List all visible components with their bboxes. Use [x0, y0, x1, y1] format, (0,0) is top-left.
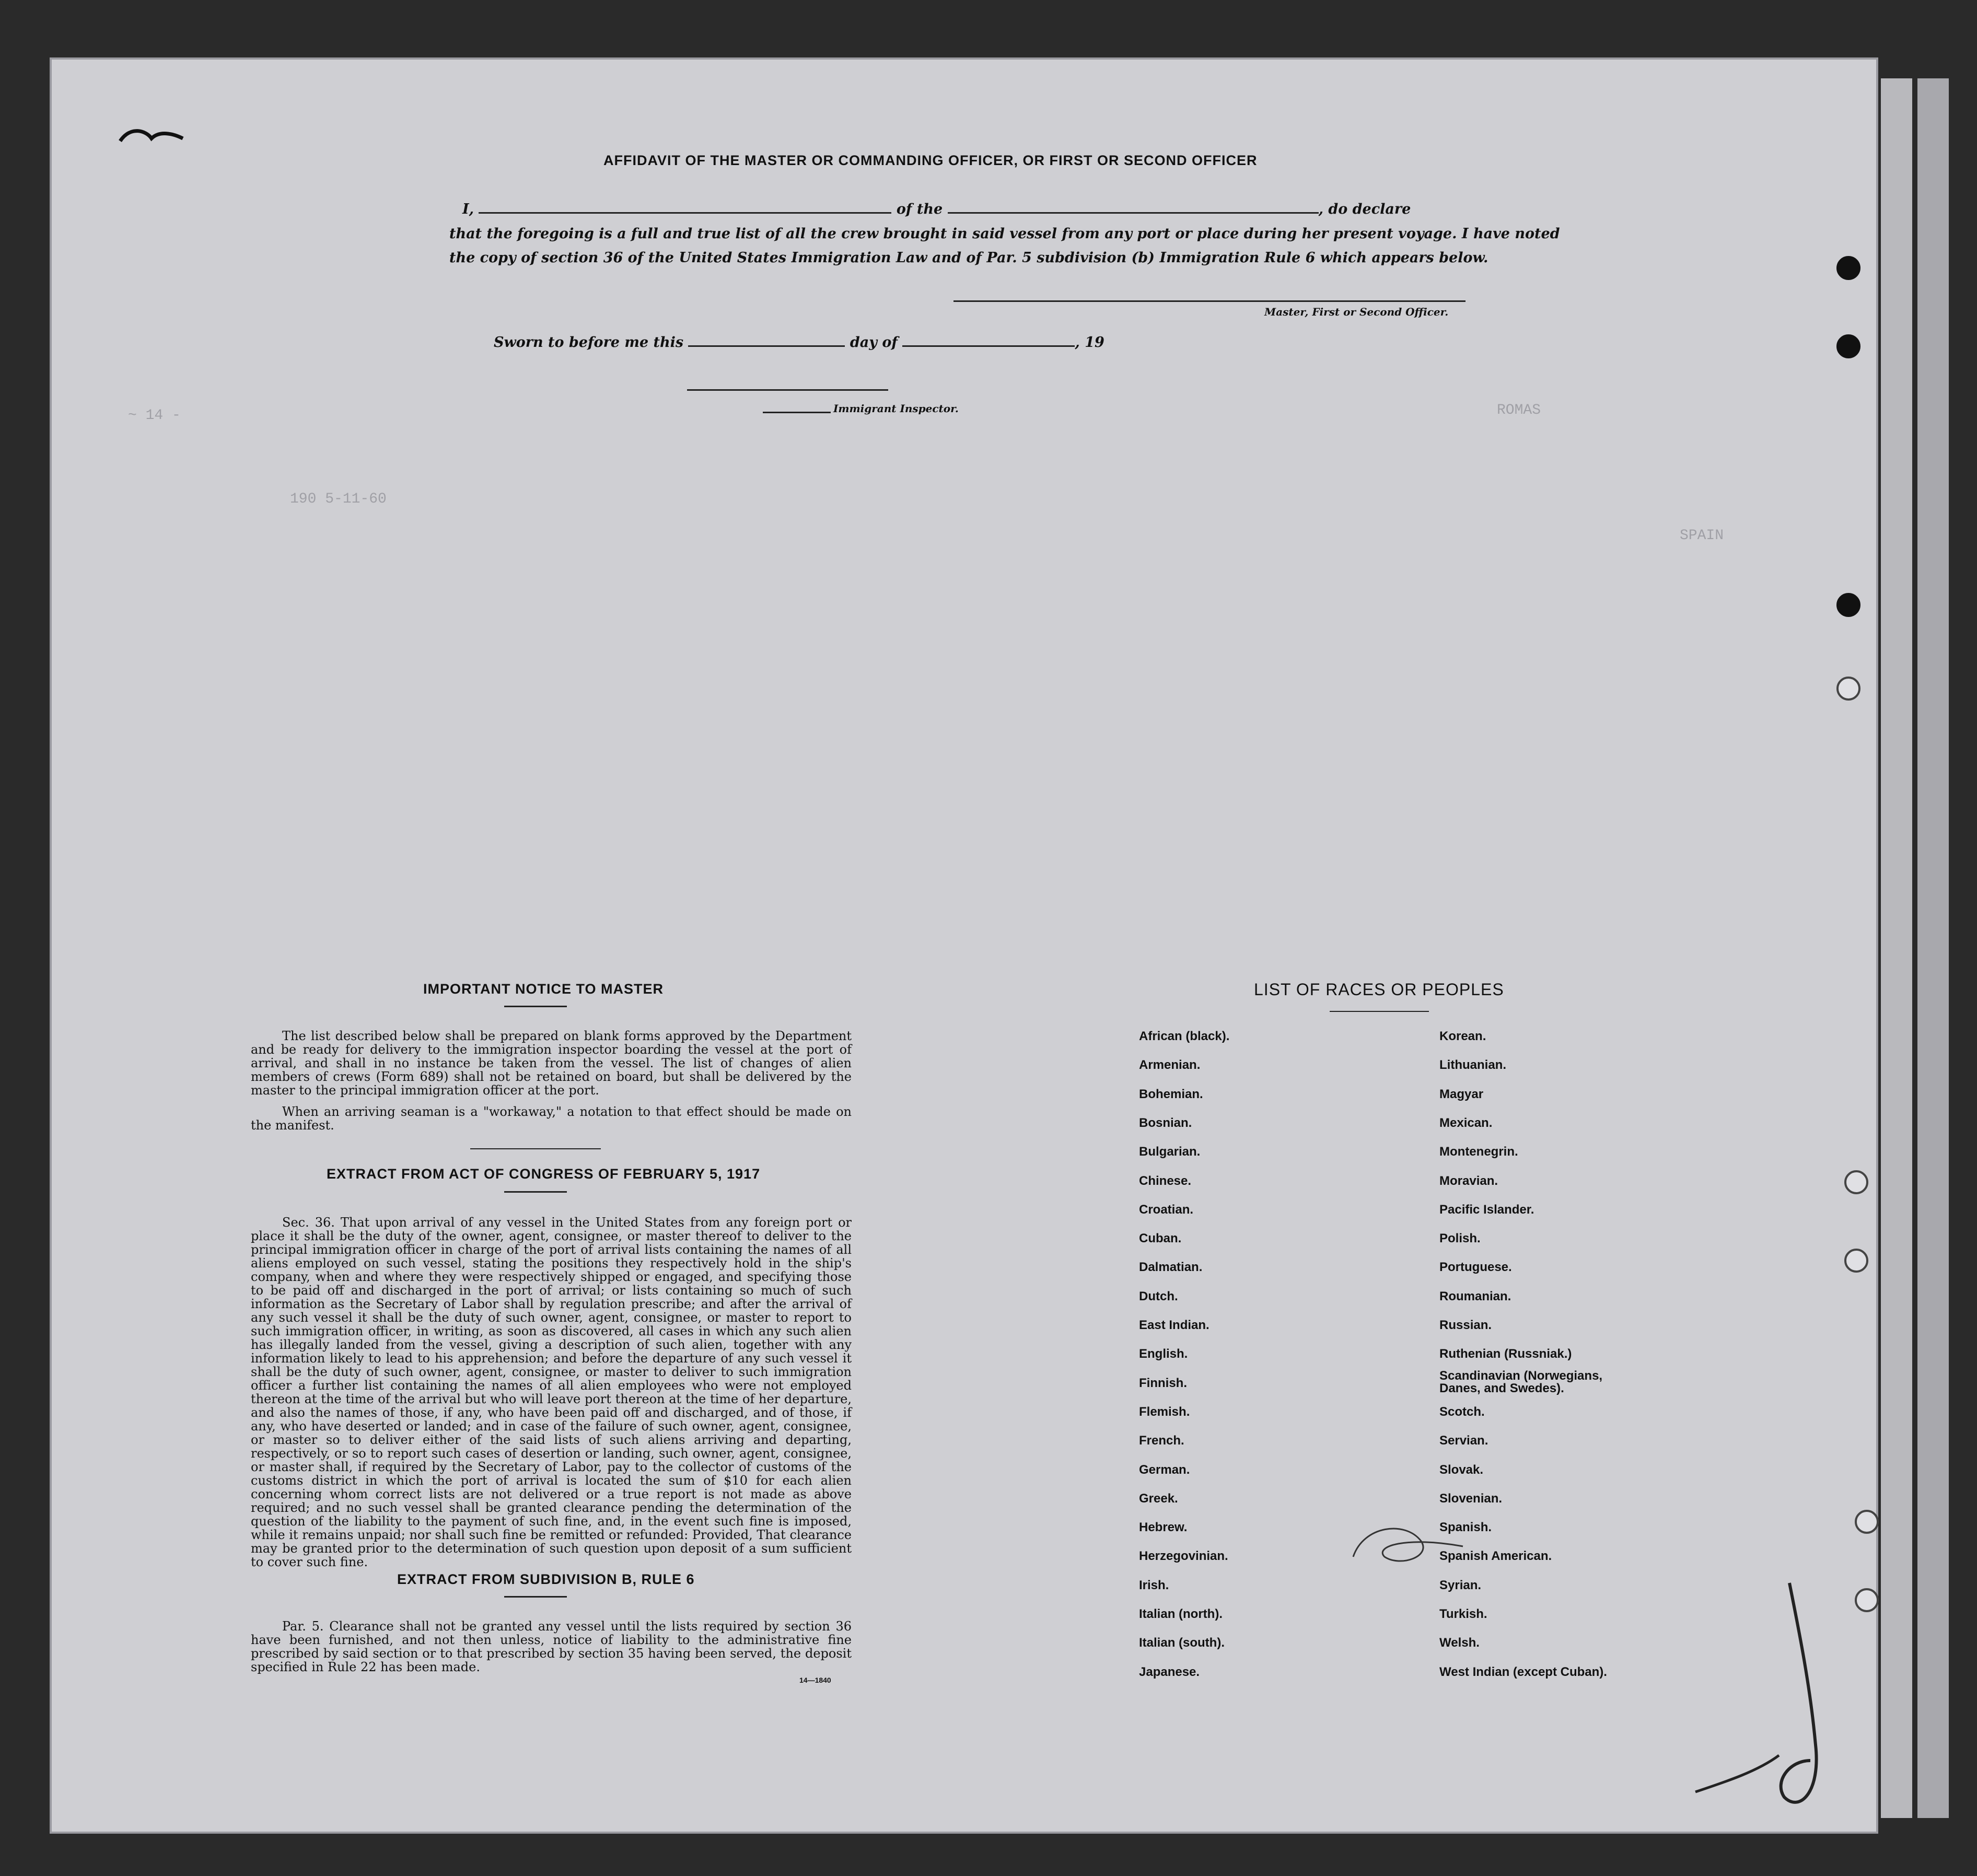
race-item: Roumanian.	[1439, 1289, 1511, 1303]
race-item: Finnish.	[1139, 1376, 1187, 1390]
signature-line[interactable]	[953, 300, 1466, 302]
race-item: Croatian.	[1139, 1202, 1194, 1217]
affidavit-declare-label: , do declare	[1318, 201, 1411, 217]
race-item: Bosnian.	[1139, 1115, 1192, 1130]
race-item: Turkish.	[1439, 1607, 1487, 1621]
race-item: Scotch.	[1439, 1404, 1485, 1419]
divider	[504, 1596, 567, 1598]
race-item: Mexican.	[1439, 1115, 1493, 1130]
bleed-through-text: ROMAS	[1497, 402, 1541, 418]
punch-hole	[1836, 677, 1860, 701]
affidavit-of-the-label: of the	[896, 201, 943, 217]
races-title: LIST OF RACES OR PEOPLES	[1254, 980, 1504, 999]
race-item: Flemish.	[1139, 1404, 1190, 1419]
race-item: Italian (north).	[1139, 1607, 1223, 1621]
sworn-line	[494, 334, 1104, 351]
bleed-through-text: 190 5-11-60	[290, 491, 387, 507]
race-item: Slovak.	[1439, 1462, 1484, 1477]
race-item: Ruthenian (Russniak.)	[1439, 1347, 1572, 1361]
notice-paragraph-1: The list described below shall be prepared on blank forms approved by the Department and be ready for delivery to the immigration inspector boarding the vessel at the port of arrival, and shall in no instance be taken from the vessel. The list of changes of alien members of crews (Form 689) shall not be retained on board, but shall be delivered by the master to the principal immigration officer at the port.	[251, 1029, 852, 1098]
race-item: Servian.	[1439, 1434, 1488, 1448]
bleed-through-text: SPAIN	[1680, 528, 1724, 544]
punch-hole	[1836, 593, 1860, 617]
affidavit-line-1	[462, 201, 1411, 217]
affidavit-line-3: the copy of section 36 of the United States Immigration Law and of Par. 5 subdivision (b) Immigration Rule 6 which appears below.	[449, 250, 1488, 266]
divider	[470, 1148, 601, 1149]
inspector-signature-line[interactable]	[687, 389, 888, 391]
bleed-through-text: ~ 14 -	[128, 407, 181, 424]
race-item: Greek.	[1139, 1491, 1178, 1506]
notice-paragraph-2: When an arriving seaman is a "workaway," a notation to that effect should be made on the manifest.	[251, 1104, 852, 1133]
sworn-day-of-label: day of	[850, 334, 898, 351]
affidavit-line-2: that the foregoing is a full and true list of all the crew brought in said vessel from any port or place during her present voyage. I have noted	[449, 226, 1560, 242]
race-item: Irish.	[1139, 1578, 1169, 1592]
race-item: Welsh.	[1439, 1636, 1480, 1650]
punch-hole	[1844, 1170, 1868, 1194]
punch-hole	[1836, 256, 1860, 280]
handwritten-mark	[1643, 1572, 1863, 1823]
race-item: Cuban.	[1139, 1231, 1182, 1246]
race-item: Bohemian.	[1139, 1087, 1203, 1101]
race-item: Armenian.	[1139, 1058, 1201, 1073]
race-item: French.	[1139, 1434, 1184, 1448]
race-item: Spanish American.	[1439, 1549, 1552, 1564]
sworn-month-field[interactable]	[902, 345, 1075, 347]
master-name-field[interactable]	[479, 212, 891, 214]
punch-hole	[1836, 334, 1860, 358]
race-item: Italian (south).	[1139, 1636, 1225, 1650]
race-item: Spanish.	[1439, 1520, 1492, 1535]
race-item: East Indian.	[1139, 1318, 1210, 1332]
corner-mark	[115, 120, 188, 152]
race-item: Bulgarian.	[1139, 1145, 1201, 1159]
race-item: Portuguese.	[1439, 1260, 1512, 1275]
pencil-scribble	[1343, 1515, 1479, 1578]
race-item: Magyar	[1439, 1087, 1484, 1101]
race-item: Polish.	[1439, 1231, 1481, 1246]
notice-title: IMPORTANT NOTICE TO MASTER	[423, 981, 664, 997]
page-edge	[1881, 78, 1912, 1818]
race-item: Chinese.	[1139, 1173, 1192, 1188]
page-edge	[1917, 78, 1949, 1818]
extract-act-title: EXTRACT FROM ACT OF CONGRESS OF FEBRUARY 5, 1917	[327, 1166, 761, 1182]
race-item: Slovenian.	[1439, 1491, 1503, 1506]
affidavit-i-label: I,	[462, 201, 474, 217]
document-page	[50, 57, 1878, 1834]
race-item: German.	[1139, 1462, 1190, 1477]
race-item: English.	[1139, 1347, 1188, 1361]
divider	[504, 1191, 567, 1193]
race-item: Scandinavian (Norwegians, Danes, and Swedes).	[1439, 1368, 1603, 1395]
inspector-caption: Immigrant Inspector.	[833, 402, 959, 415]
affidavit-title: AFFIDAVIT OF THE MASTER OR COMMANDING OFFICER, OR FIRST OR SECOND OFFICER	[603, 153, 1258, 168]
race-item: Herzegovinian.	[1139, 1549, 1228, 1564]
divider	[504, 1006, 567, 1007]
race-item: Russian.	[1439, 1318, 1492, 1332]
race-item: West Indian (except Cuban).	[1439, 1664, 1607, 1679]
rule-6-text: Par. 5. Clearance shall not be granted any vessel until the lists required by section 36 have been furnished, and not then unless, notice of liability to the administrative fine prescribed by said section or to that prescribed by section 35 having been served, the deposit specified in Rule 22 has been made.	[251, 1619, 852, 1674]
race-item: Montenegrin.	[1439, 1145, 1518, 1159]
race-item: Dalmatian.	[1139, 1260, 1203, 1275]
race-item: Hebrew.	[1139, 1520, 1188, 1535]
race-item: Japanese.	[1139, 1664, 1200, 1679]
inspector-short-line	[763, 412, 831, 413]
section-36-text: Sec. 36. That upon arrival of any vessel in the United States from any foreign port or place it shall be the duty of the owner, agent, consignee, or master thereof to deliver to the principal immigration officer in charge of the port of arrival lists containing the names of all aliens employed on such vessel, stating the positions they respectively hold in the ship's company, when and where they were respectively shipped or engaged, and specifying those to be paid off and discharged in the port of arrival; or lists containing so much of such information as the Secretary of Labor shall by regulation prescribe; and after the arrival of any such vessel it shall be the duty of such owner, agent, consignee, or master to report to such immigration officer, in writing, as soon as discovered, all cases in which any such alien has illegally landed from the vessel, giving a description of such alien, together with any information likely to lead to his apprehension; and before the departure of any such vessel it shall be the duty of such owner, agent, consignee, or master to deliver to such immigration officer a further list containing the names of all alien employees who were not employed thereon at the time of the arrival but who will leave port thereon at the time of her departure, and also the names of those, if any, who have been paid off and discharged, and of those, if any, who have deserted or landed; and in case of the failure of such owner, agent, consignee, or master so to deliver either of the said lists of such aliens arriving and departing, respectively, or so to report such cases of desertion or landing, such owner, agent, consignee, or master shall, if required by the Secretary of Labor, pay to the collector of customs of the customs district in which the port of arrival is located the sum of $10 for each alien concerning whom correct lists are not delivered or a true report is not made as above required; and no such vessel shall be granted clearance pending the determination of the question of the liability to the payment of such fine, and, in the event such fine is imposed, while it remains unpaid; nor shall such fine be remitted or refunded: Provided, That clearance may be granted prior to the determination of such question upon deposit of a sum sufficient to cover such fine.	[251, 1215, 852, 1569]
divider	[1330, 1011, 1429, 1012]
punch-hole	[1855, 1510, 1879, 1534]
sworn-year-label: , 19	[1075, 334, 1104, 351]
form-number: 14—1840	[799, 1676, 831, 1684]
extract-rule-title: EXTRACT FROM SUBDIVISION B, RULE 6	[397, 1571, 695, 1587]
sworn-day-field[interactable]	[688, 345, 845, 347]
race-item: Syrian.	[1439, 1578, 1482, 1592]
race-item: Korean.	[1439, 1029, 1486, 1043]
sworn-label: Sworn to before me this	[494, 334, 684, 351]
race-item: Pacific Islander.	[1439, 1202, 1534, 1217]
signature-caption: Master, First or Second Officer.	[1264, 306, 1449, 318]
race-item: Lithuanian.	[1439, 1058, 1506, 1073]
race-item: Dutch.	[1139, 1289, 1178, 1303]
race-item: Moravian.	[1439, 1173, 1498, 1188]
race-item: African (black).	[1139, 1029, 1230, 1043]
vessel-name-field[interactable]	[948, 212, 1319, 214]
punch-hole	[1844, 1249, 1868, 1273]
